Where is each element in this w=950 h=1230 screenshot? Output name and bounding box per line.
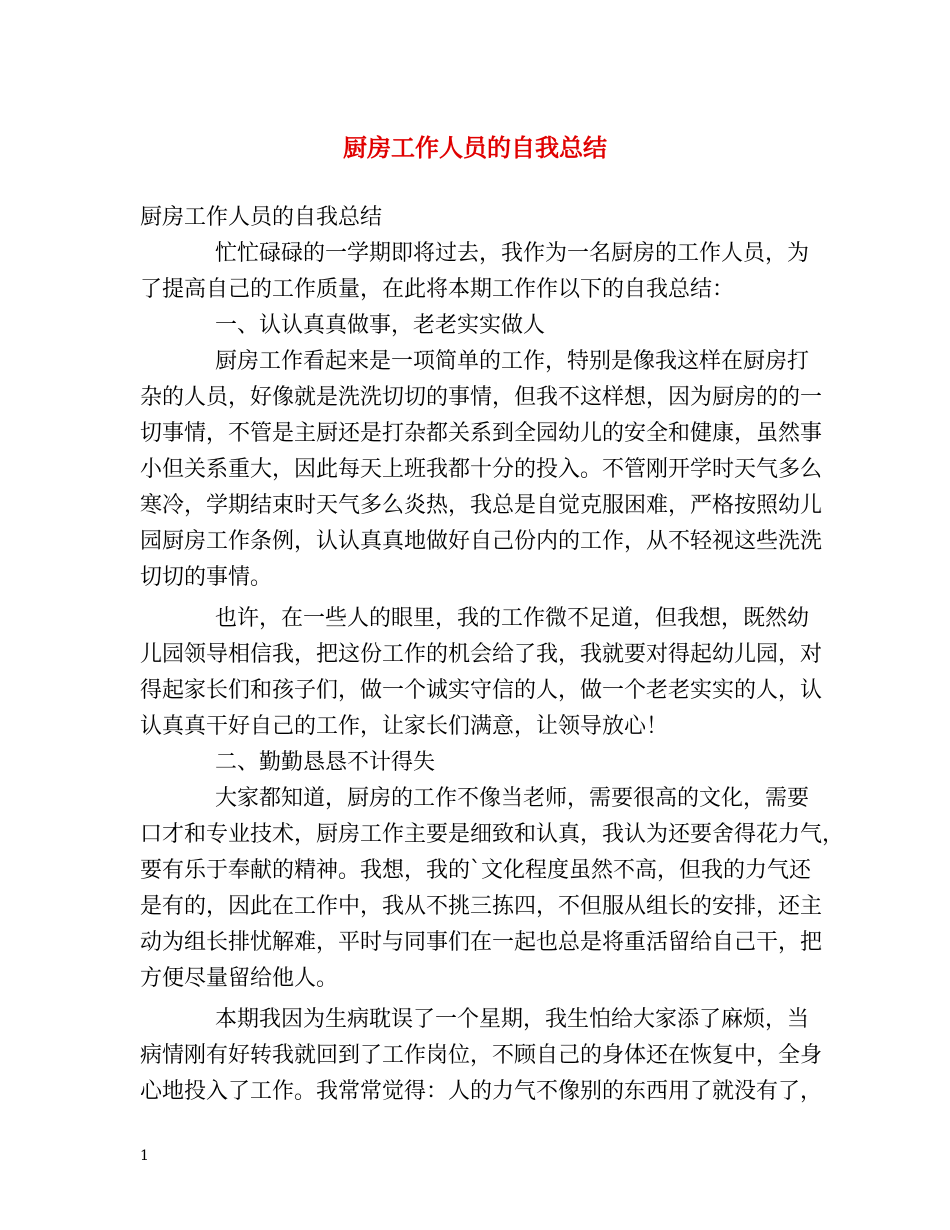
paragraph-first-line: 厨房工作看起来是一项简单的工作，特别是像我这样在厨房打	[215, 349, 810, 374]
section-heading-1: 一、认认真真做事，老老实实做人	[215, 313, 546, 338]
paragraph-first-line: 大家都知道，厨房的工作不像当老师，需要很高的文化，需要	[215, 786, 810, 811]
document-title: 厨房工作人员的自我总结	[343, 133, 607, 162]
page-number: 1	[140, 1148, 149, 1164]
paragraph-line: 切事情，不管是主厨还是打杂都关系到全园幼儿的安全和健康，虽然事	[140, 421, 823, 446]
section-heading-2: 二、勤勤恳恳不计得失	[215, 750, 436, 775]
paragraph-line: 寒冷，学期结束时天气多么炎热，我总是自觉克服困难，严格按照幼儿	[140, 493, 823, 518]
paragraph-first-line: 忙忙碌碌的一学期即将过去，我作为一名厨房的工作人员，为	[215, 241, 810, 266]
paragraph-line: 切切的事情。	[140, 565, 273, 590]
paragraph-line: 要有乐于奉献的精神。我想，我的`文化程度虽然不高，但我的力气还	[140, 858, 812, 883]
document-body	[140, 200, 845, 1110]
paragraph-line: 方便尽量留给他人。	[140, 966, 339, 991]
paragraph-line: 病情刚有好转我就回到了工作岗位，不顾自己的身体还在恢复中，全身	[140, 1043, 823, 1068]
paragraph-first-line: 本期我因为生病耽误了一个星期，我生怕给大家添了麻烦，当	[215, 1007, 810, 1032]
paragraph-line: 心地投入了工作。我常常觉得：人的力气不像别的东西用了就没有了，	[140, 1079, 823, 1104]
paragraph-line: 认真真干好自己的工作，让家长们满意，让领导放心！	[140, 714, 669, 739]
paragraph-line: 是有的，因此在工作中，我从不挑三拣四，不但服从组长的安排，还主	[140, 894, 823, 919]
text-line-subtitle: 厨房工作人员的自我总结	[140, 205, 383, 230]
paragraph-line: 小但关系重大，因此每天上班我都十分的投入。不管刚开学时天气多么	[140, 457, 823, 482]
paragraph-line: 动为组长排忧解难，平时与同事们在一起也总是将重活留给自己干，把	[140, 930, 823, 955]
paragraph-line: 了提高自己的工作质量，在此将本期工作作以下的自我总结：	[140, 277, 735, 302]
paragraph-line: 口才和专业技术，厨房工作主要是细致和认真，我认为还要舍得花力气，	[140, 822, 845, 847]
paragraph-line: 园厨房工作条例，认认真真地做好自己份内的工作，从不轻视这些洗洗	[140, 529, 823, 554]
paragraph-line: 儿园领导相信我，把这份工作的机会给了我，我就要对得起幼儿园，对	[140, 642, 823, 667]
paragraph-line: 得起家长们和孩子们，做一个诚实守信的人，做一个老老实实的人，认	[140, 678, 823, 703]
paragraph-first-line: 也许，在一些人的眼里，我的工作微不足道，但我想，既然幼	[215, 606, 810, 631]
paragraph-line: 杂的人员，好像就是洗洗切切的事情，但我不这样想，因为厨房的的一	[140, 385, 823, 410]
